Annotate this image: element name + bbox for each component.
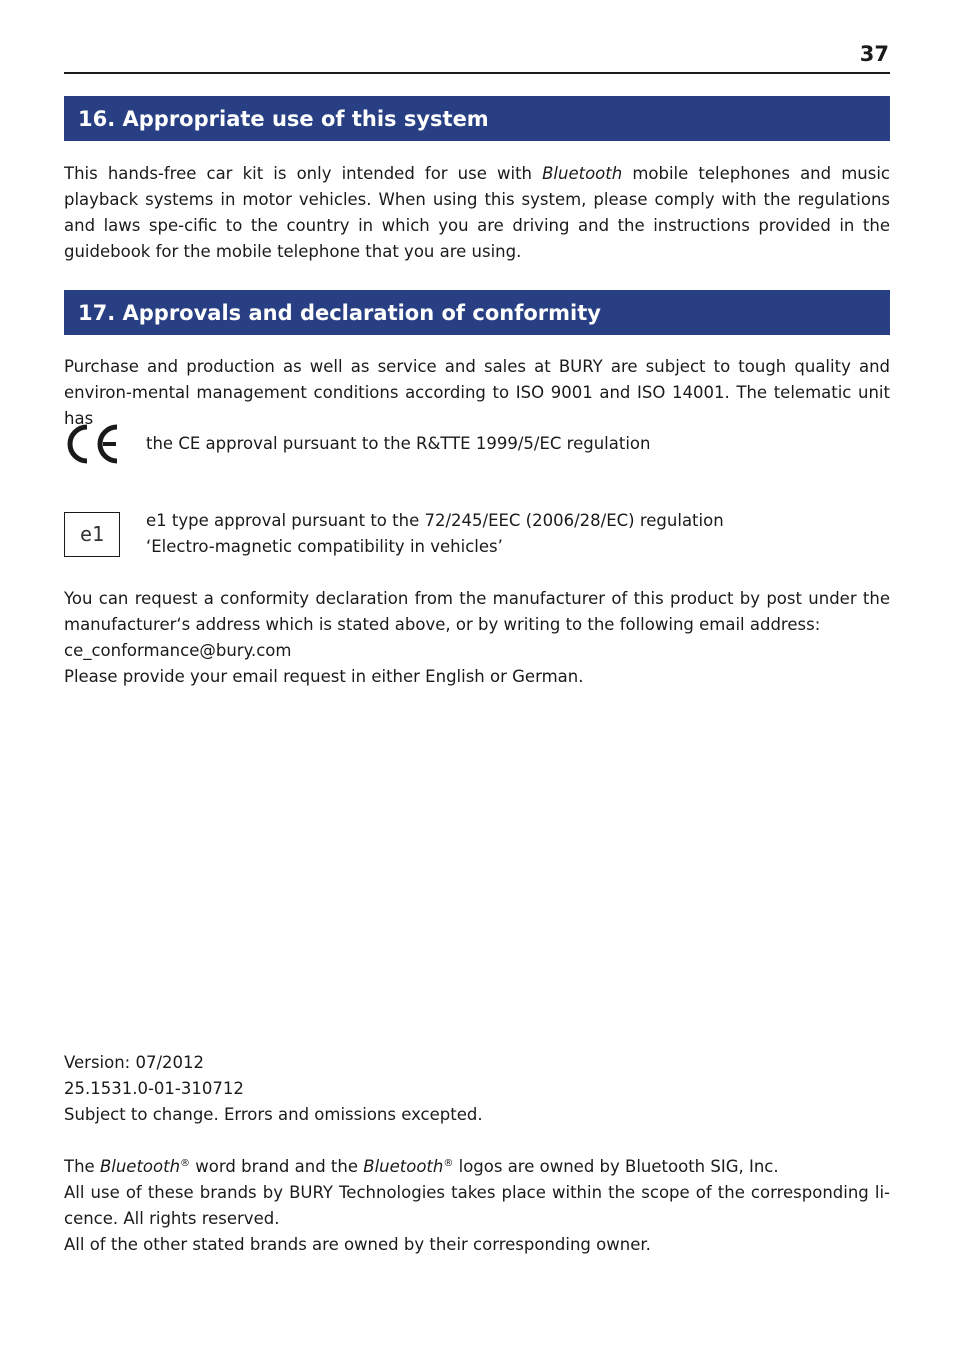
brand-use-text: All use of these brands by BURY Technologies takes place within the scope of the corresponding li-cence. All rights reserved.	[64, 1183, 890, 1228]
bluetooth-trademark-line: The Bluetooth® word brand and the Bluetooth® logos are owned by Bluetooth SIG, Inc.	[64, 1157, 779, 1176]
version-date: Version: 07/2012	[64, 1053, 205, 1072]
ce-approval-text: the CE approval pursuant to the R&TTE 1999/5/EC regulation	[146, 434, 651, 453]
section-16-header: 16. Appropriate use of this system	[64, 96, 890, 141]
page-number: 37	[859, 42, 889, 66]
top-rule	[64, 72, 890, 74]
other-brands-text: All of the other stated brands are owned by their corresponding owner.	[64, 1235, 651, 1254]
disclaimer: Subject to change. Errors and omissions excepted.	[64, 1105, 483, 1124]
bluetooth-term: Bluetooth	[542, 164, 623, 183]
brand-notice	[64, 1154, 890, 1258]
document-code: 25.1531.0-01-310712	[64, 1079, 244, 1098]
language-note: Please provide your email request in either English or German.	[64, 667, 584, 686]
contact-email: ce_conformance@bury.com	[64, 641, 292, 660]
ce-mark-icon	[63, 423, 121, 465]
section-17-intro: Purchase and production as well as service and sales at BURY are subject to tough quality and environ-mental management conditions according to ISO 9001 and ISO 14001. The telematic unit has	[64, 357, 890, 428]
e1-mark-box: e1	[64, 512, 120, 557]
version-info	[64, 1050, 890, 1128]
e1-approval-text: e1 type approval pursuant to the 72/245/EEC (2006/28/EC) regulation ‘Electro-magnetic compatibility in vehicles’	[146, 511, 724, 556]
section-17-header: 17. Approvals and declaration of conformity	[64, 290, 890, 335]
conformity-request: You can request a conformity declaration from the manufacturer of this product by post under the manufacturer‘s address which is stated above, or by writing to the following email address: ce_conformance@bury.com Please provide your email request in either English or German.	[64, 586, 890, 690]
section-16-body: This hands-free car kit is only intended for use with Bluetooth mobile telephones and music playback systems in motor vehicles. When using this system, please comply with the regulations and laws spe-cific to the country in which you are driving and the instructions provided in the guidebook for the mobile telephone that you are using.	[64, 164, 891, 261]
